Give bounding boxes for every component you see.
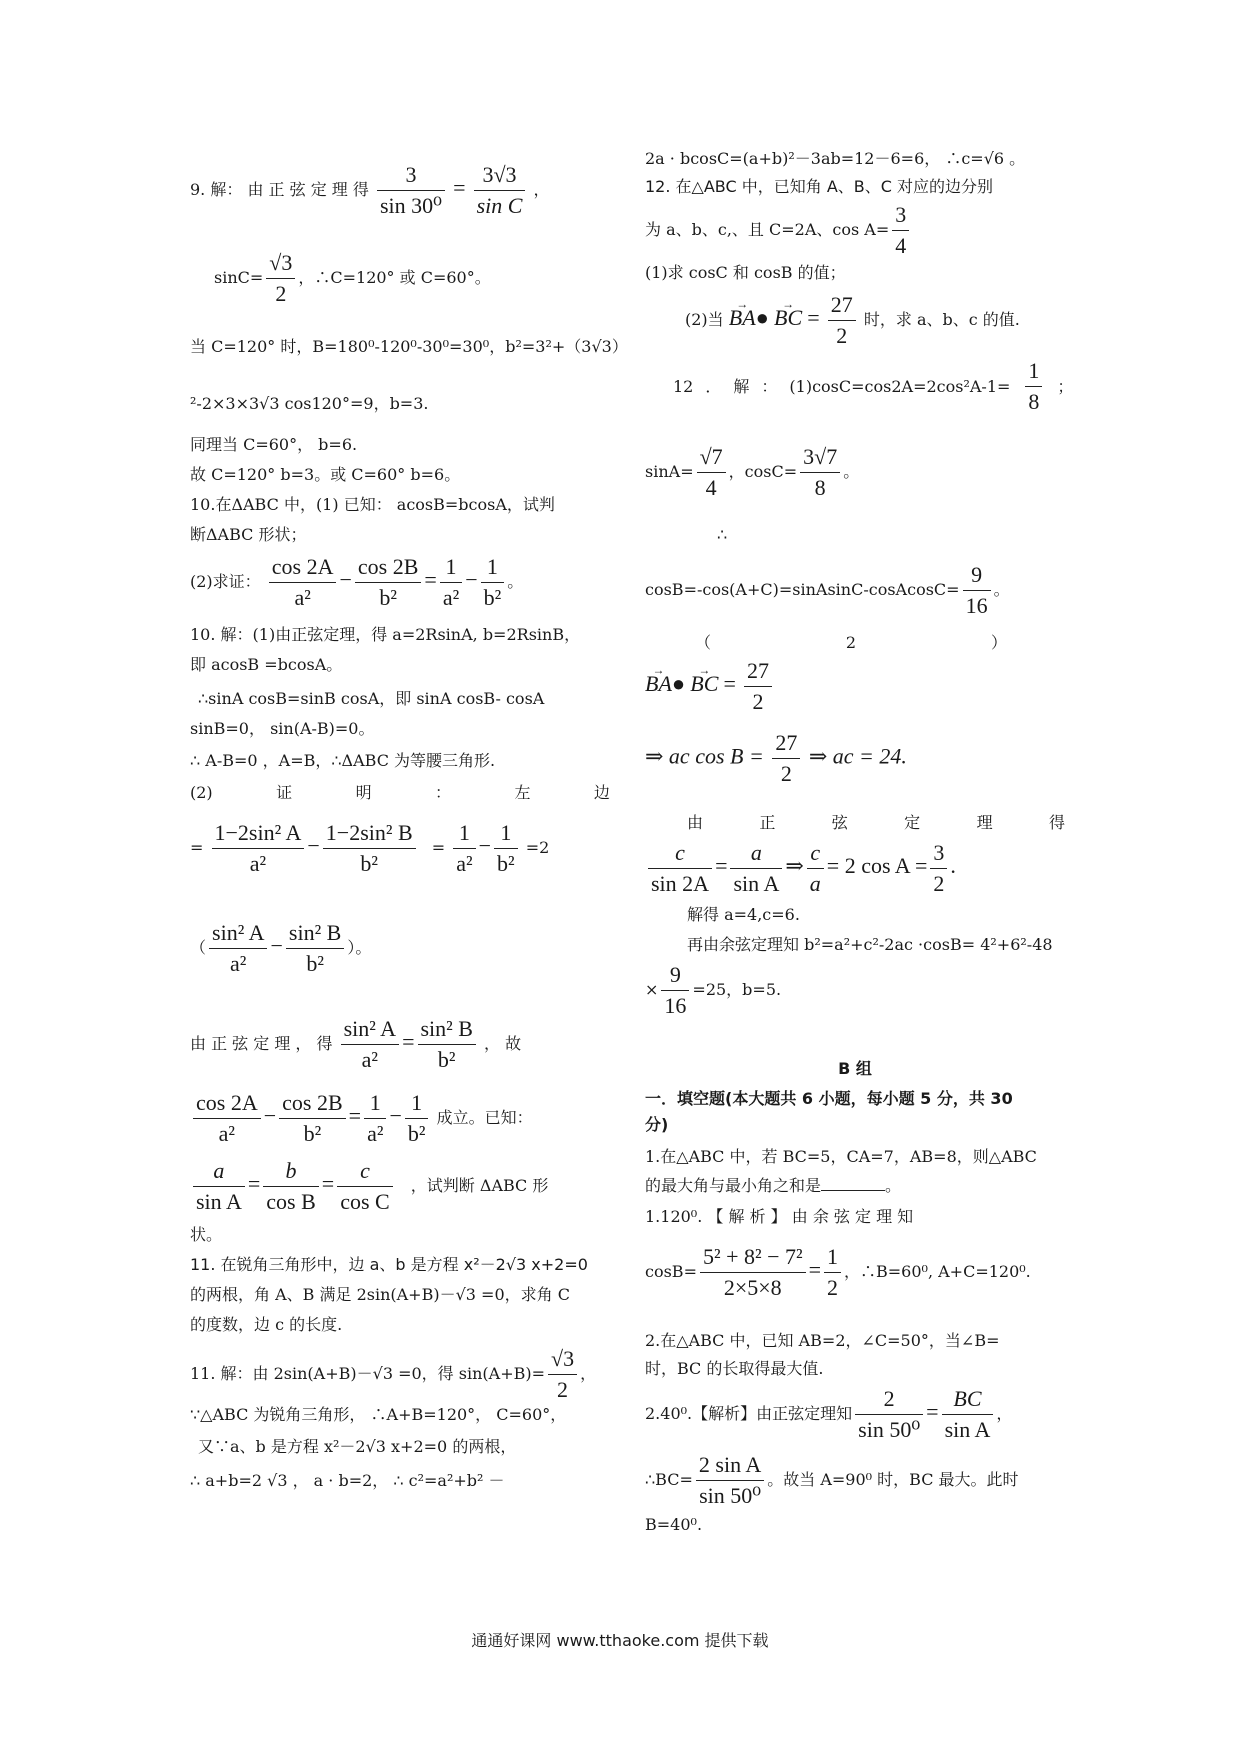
denominator: a² (230, 951, 247, 976)
part-2-label (695, 632, 1007, 654)
equals: = (808, 1257, 821, 1282)
cosb-line (645, 560, 1010, 621)
proof-parenthesized: （ $\frac{\text{sin² A}}{\text{a²}}$ − $\frac{\text{sin² B}}{\text{b²}}$ ）。 (190, 918, 371, 979)
sine-ratio-line (645, 838, 956, 899)
fraction (286, 918, 344, 979)
fraction (266, 248, 295, 309)
therefore-symbol: ∴ (717, 525, 728, 544)
text: ）。 (347, 938, 372, 957)
fraction (355, 552, 422, 613)
word: 得 (1048, 813, 1065, 832)
numerator: 2 (855, 1384, 923, 1415)
text: 时，求 a、b、c 的值. (863, 310, 1020, 329)
spread-line (190, 782, 610, 804)
denominator: 2×5×8 (723, 1275, 782, 1300)
numerator: 3 (377, 160, 445, 191)
denominator: 2 (275, 281, 287, 306)
text-line: sinB=0， sin(A-B)=0。 (190, 719, 375, 738)
fraction (744, 656, 772, 717)
denominator: 8 (814, 475, 826, 500)
denominator: 16 (965, 593, 988, 618)
numerator: c (807, 838, 824, 869)
denominator: sin A (733, 871, 780, 896)
numerator: sin² A (341, 1014, 399, 1045)
text: 。 (507, 572, 524, 591)
fraction (892, 200, 909, 261)
fraction (474, 160, 526, 221)
fraction (963, 560, 991, 621)
solution-12-line (673, 356, 1074, 417)
fraction (700, 1242, 806, 1303)
denominator: a² (367, 1121, 384, 1146)
problem-12-title: 12. 在△ABC 中，已知角 A、B、C 对应的边分别 (645, 177, 994, 196)
equals: = (723, 671, 736, 696)
text: ，试判断 ΔABC 形 (410, 1176, 549, 1195)
fraction (212, 818, 305, 879)
word: （ (695, 633, 712, 652)
denominator: b² (303, 1121, 322, 1146)
text-line: 状。 (190, 1225, 223, 1244)
denominator: 4 (895, 233, 907, 258)
fraction (440, 552, 462, 613)
numerator: cos 2A (193, 1088, 261, 1119)
text: sinA= (645, 462, 694, 481)
denominator: sin A (944, 1417, 991, 1442)
word: 弦 (831, 813, 848, 832)
text-line: 再由余弦定理知 b²=a²+c²-2ac ·cosB= 4²+6²-48 (687, 935, 1053, 954)
conclusion-line: $\frac{\cos 2A}{\text{a²}}$ − $\frac{\cos 2B}{\text{b²}}$ = $\frac{1}{\text{a²}}$ − $\frac{1}{\text{b²}}$ 成立。已知： (190, 1088, 533, 1149)
word: 解 (733, 376, 750, 396)
denominator: sin 2A (651, 871, 710, 896)
numerator: 27 (772, 728, 800, 759)
word: ） (990, 633, 1007, 652)
vector-condition-line (685, 290, 1020, 351)
text: 9. 解： 由 正 弦 定 理 得 (190, 180, 369, 199)
denominator: 16 (664, 993, 687, 1018)
text: ， (580, 1364, 597, 1383)
proof-left-side: = $\frac{\text{1−2sin² A}}{\text{a²}}$ − $\frac{\text{1−2sin² B}}{\text{b²}}$ = $\frac{1}{\text{a²}}$ − $\frac{1}{\text{b²}}$ =2 (190, 818, 549, 879)
denominator: b² (379, 585, 397, 610)
numerator: 1 (824, 1242, 841, 1273)
text-line: ²-2×3×3√3 cos120°=9，b=3. (190, 394, 429, 413)
denominator: sin A (196, 1189, 242, 1214)
fraction (661, 960, 689, 1021)
denominator: b² (360, 851, 379, 876)
text: 。故当 A=90⁰ 时，BC 最大。此时 (767, 1470, 1019, 1489)
denominator: 2 (933, 871, 945, 896)
numerator: b (263, 1156, 319, 1187)
problem-11-solution (190, 1344, 596, 1405)
problem-11-title: 11. 在锐角三角形中，边 a、b 是方程 x²－2√3 x+2=0 (190, 1255, 588, 1274)
fraction (800, 442, 840, 503)
text-line: 2a · bcosC=(a+b)²－3ab=12－6=6， ∴c=√6 。 (645, 149, 1026, 168)
text: 。 (885, 1176, 902, 1195)
numerator: sin² B (418, 1014, 476, 1045)
text: ，∴C=120° 或 C=60°。 (298, 268, 491, 287)
text: 由 正 弦 定 理 ， 得 (190, 1034, 333, 1053)
numerator: a (730, 838, 782, 869)
fraction (418, 1014, 476, 1075)
numerator: 9 (661, 960, 689, 991)
fraction (193, 1088, 261, 1149)
fraction (772, 728, 800, 789)
text: = 2 cos A = (826, 853, 928, 878)
denominator: a² (249, 851, 267, 876)
text: cosB=-cos(A+C)=sinAsinC-cosAcosC= (645, 580, 960, 599)
text: (2)当 (685, 310, 724, 329)
text-line: 当 C=120° 时，B=180⁰-120⁰-30⁰=30⁰，b²=3²+（3√3） (190, 337, 628, 356)
denominator: b² (497, 851, 515, 876)
numerator: 3 (930, 838, 947, 869)
text: (1)cosC=cos2A=2cos²A-1= (789, 376, 1011, 396)
equals: = (715, 853, 728, 878)
text: ， (996, 1404, 1013, 1423)
numerator: cos 2B (355, 552, 422, 583)
text-line: 10. 解：(1)由正弦定理，得 a=2RsinA, b=2RsinB， (190, 625, 581, 644)
fraction (193, 1156, 245, 1217)
text: cosB= (645, 1262, 697, 1281)
equals: = (926, 1399, 939, 1424)
denominator: cos C (340, 1189, 390, 1214)
problem-9-solution-line (190, 160, 550, 221)
text-line: 断ΔABC 形状； (190, 525, 307, 544)
text: ∴BC= (645, 1470, 693, 1489)
fraction (209, 918, 267, 979)
word: 理 (976, 813, 993, 832)
text: = (190, 838, 204, 857)
numerator: √3 (548, 1344, 577, 1375)
denominator: 8 (1028, 389, 1040, 414)
fraction (855, 1384, 923, 1445)
denominator: 2 (827, 1275, 838, 1300)
denominator: 2 (836, 323, 848, 348)
footer-credit: 通通好课网 www.tthaoke.com 提供下载 (471, 1631, 769, 1650)
numerator: 3√3 (474, 160, 526, 191)
numerator: 3 (892, 200, 909, 231)
text: ， 故 (484, 1034, 522, 1053)
b-result-line (645, 960, 781, 1021)
section-b-heading: B 组 (838, 1059, 872, 1078)
numerator: 1−2sin² A (212, 818, 305, 849)
numerator: 1−2sin² B (323, 818, 416, 849)
fraction (323, 818, 416, 879)
text-line: ∴ a+b=2 √3 ， a · b=2， ∴ c²=a²+b² － (190, 1471, 505, 1490)
text-line: ∴sinA cosB=sinB cosA，即 sinA cosB- cosA (198, 689, 545, 708)
text: =2 (525, 838, 550, 857)
text-line: ∴ A-B=0 ，A=B，∴ΔABC 为等腰三角形. (190, 751, 496, 770)
word: 定 (904, 813, 921, 832)
text-line: (1)求 cosC 和 cosB 的值； (645, 263, 846, 282)
text: ， (533, 180, 550, 199)
denominator: 2 (557, 1377, 569, 1402)
text-line: 故 C=120° b=3。或 C=60° b=6。 (190, 465, 461, 484)
fraction (696, 1450, 764, 1511)
text: (2)求证： (190, 572, 261, 591)
cosb-fraction-line (645, 1242, 1031, 1303)
answer-2-line (645, 1384, 1012, 1445)
spread-line (687, 812, 1065, 834)
fraction (697, 442, 726, 503)
numerator: 9 (963, 560, 991, 591)
numerator: 1 (405, 1088, 429, 1119)
text: . (950, 853, 956, 878)
denominator: b² (407, 1121, 426, 1146)
text: ⇒ ac cos B = (645, 743, 764, 769)
word: ． (705, 376, 722, 396)
problem-10-title: 10.在ΔABC 中，(1) 已知： acosB=bcosA，试判 (190, 495, 555, 514)
text: 。 (843, 462, 860, 481)
word: 边 (593, 783, 610, 802)
numerator: 27 (744, 656, 772, 687)
question-1-blank-line (645, 1174, 901, 1197)
denominator: a² (218, 1121, 236, 1146)
word: 正 (759, 813, 776, 832)
numerator: 1 (481, 552, 505, 583)
numerator: cos 2B (279, 1088, 346, 1119)
word: 证 (276, 783, 293, 802)
word: 12 (673, 376, 694, 396)
numerator: √7 (697, 442, 726, 473)
fraction (824, 1242, 841, 1303)
fraction (269, 552, 337, 613)
fraction (807, 838, 824, 899)
denominator: b² (306, 951, 324, 976)
text-line: 的两根，角 A、B 满足 2sin(A+B)－√3 =0，求角 C (190, 1285, 570, 1304)
fraction (648, 838, 712, 899)
dot-operator: ● (755, 305, 769, 330)
fraction (377, 160, 445, 221)
text: 11. 解：由 2sin(A+B)－√3 =0，得 sin(A+B)= (190, 1364, 546, 1383)
denominator: 2 (780, 761, 792, 786)
word: 由 (687, 813, 704, 832)
equals: = (807, 305, 820, 330)
fraction (263, 1156, 319, 1217)
fraction (930, 838, 947, 899)
text: （ (190, 938, 207, 957)
text: 的最大角与最小角之和是 (645, 1176, 822, 1195)
text: ，∴B=60⁰, A+C=120⁰. (844, 1262, 1031, 1281)
fraction (548, 1344, 577, 1405)
fill-in-heading: 一．填空题(本大题共 6 小题，每小题 5 分，共 30 (645, 1089, 1013, 1108)
given-cos-line (645, 200, 912, 261)
numerator: 1 (453, 818, 475, 849)
fraction (364, 1088, 386, 1149)
word: 2 (845, 633, 857, 652)
dot-operator: ● (671, 671, 686, 696)
denominator: a² (294, 585, 311, 610)
answer-blank (821, 1174, 885, 1191)
sine-rule-line: 由 正 弦 定 理 ， 得 $\frac{\text{sin² A}}{\text{a²}}$ = $\frac{\text{sin² B}}{\text{b²}}$ ， 故 (190, 1014, 521, 1075)
numerator: c (337, 1156, 393, 1187)
text: 2.40⁰.【解析】由正弦定理知 (645, 1404, 853, 1423)
denominator: sin 50⁰ (699, 1483, 762, 1508)
text: 为 a、b、c,、且 C=2A、cos A= (645, 220, 890, 239)
text: =25，b=5. (692, 980, 782, 999)
denominator: a² (442, 585, 460, 610)
fraction (279, 1088, 346, 1149)
given-ratios-line: $\frac{a}{\text{sin A}}$ = $\frac{b}{\text{cos B}}$ = $\frac{c}{\text{cos C}}$ ，试判断 ΔABC 形 (190, 1156, 548, 1217)
vector-ba: → BA (645, 673, 672, 695)
denominator: 4 (705, 475, 717, 500)
numerator: 27 (828, 290, 856, 321)
numerator: c (648, 838, 712, 869)
denominator: b² (483, 585, 502, 610)
word: (2) (190, 783, 213, 802)
fill-in-heading-cont: 分) (645, 1115, 669, 1134)
implies-arrow: ⇒ (785, 853, 804, 878)
denominator: sin 30⁰ (379, 193, 442, 218)
text-line: B=40⁰. (645, 1515, 703, 1534)
text: × (645, 980, 659, 999)
answer-1: 1.120⁰. 【 解 析 】 由 余 弦 定 理 知 (645, 1207, 914, 1226)
numerator: 1 (1025, 356, 1042, 387)
sin-cos-values (645, 442, 859, 503)
denominator: 2 (752, 689, 764, 714)
numerator: BC (942, 1384, 994, 1415)
word: 左 (514, 783, 531, 802)
numerator: 3√7 (800, 442, 840, 473)
text: ； (1057, 376, 1074, 396)
text-line: 即 acosB =bcosA。 (190, 655, 343, 674)
vector-bc: → BC (774, 307, 802, 329)
numerator: 2 sin A (696, 1450, 764, 1481)
text: 。 (993, 580, 1010, 599)
numerator: √3 (266, 248, 295, 279)
word: 明 (355, 783, 372, 802)
prove-line: (2)求证： $\frac{\cos 2A}{\text{a²}}$ − $\frac{\cos 2B}{\text{b²}}$ = $\frac{1}{\text{a²}}$ − $\frac{1}{\text{b²}}$ 。 (190, 552, 523, 613)
fraction (942, 1384, 994, 1445)
fraction (453, 818, 475, 879)
fraction (494, 818, 518, 879)
vector-ba: → BA (729, 307, 756, 329)
vector-bc: → BC (690, 673, 718, 695)
text-line: 同理当 C=60°， b=6. (190, 435, 358, 454)
fraction (730, 838, 782, 899)
text: ⇒ ac = 24. (808, 743, 907, 769)
denominator: b² (437, 1047, 456, 1072)
denominator: a (809, 871, 821, 896)
fraction (337, 1156, 393, 1217)
numerator: 1 (440, 552, 462, 583)
fraction (828, 290, 856, 351)
numerator: sin² A (209, 918, 267, 949)
vector-dot-line (645, 656, 775, 717)
numerator: 1 (364, 1088, 386, 1119)
denominator: sin 50⁰ (858, 1417, 921, 1442)
denominator: sin C (476, 193, 523, 218)
sinc-line (214, 248, 491, 309)
fraction (341, 1014, 399, 1075)
denominator: cos B (266, 1189, 316, 1214)
text-line: 解得 a=4,c=6. (687, 905, 800, 924)
numerator: 1 (494, 818, 518, 849)
numerator: a (193, 1156, 245, 1187)
question-1: 1.在△ABC 中，若 BC=5，CA=7，AB=8，则△ABC (645, 1147, 1037, 1166)
word: ： (435, 783, 452, 802)
word: ： (761, 376, 778, 396)
question-2: 2.在△ABC 中，已知 AB=2，∠C=50°，当∠B= (645, 1331, 1000, 1350)
text: = (431, 838, 446, 857)
numerator: 5² + 8² − 7² (700, 1242, 806, 1273)
text-line: 时，BC 的长取得最大值. (645, 1359, 824, 1378)
text-line: ∵△ABC 为锐角三角形， ∴A+B=120°， C=60°， (190, 1405, 567, 1424)
text-line: 又∵a、b 是方程 x²－2√3 x+2=0 的两根， (198, 1437, 517, 1456)
denominator: a² (456, 851, 473, 876)
text: ，cosC= (728, 462, 798, 481)
ac-implication-line (645, 728, 907, 789)
fraction (1025, 356, 1042, 417)
text-line: 的度数，边 c 的长度. (190, 1315, 343, 1334)
equals: = (453, 175, 466, 200)
numerator: sin² B (286, 918, 344, 949)
text: sinC= (214, 268, 264, 287)
fraction (481, 552, 505, 613)
denominator: a² (361, 1047, 379, 1072)
fraction (405, 1088, 429, 1149)
bc-expression-line (645, 1450, 1019, 1511)
numerator: cos 2A (269, 552, 337, 583)
text: 成立。已知： (436, 1108, 533, 1127)
